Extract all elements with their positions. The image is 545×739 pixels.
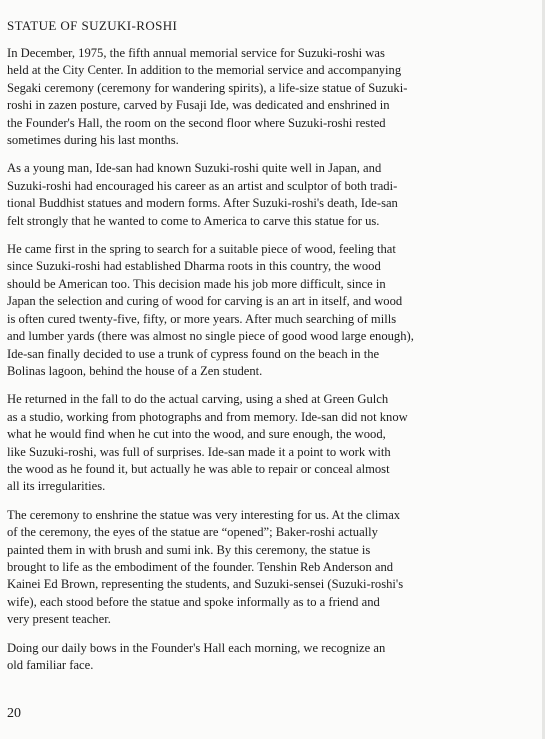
article <box>7 17 540 685</box>
paragraph-5: The ceremony to enshrine the statue was very interesting for us. At the climax of the ceremony, the eyes of the statue are “opened”; Baker-roshi actually painted them in with brush and sumi ink. By this ceremony, the statue is brought to life as the embodiment of the founder. Tenshin Reb Anderson and Kainei Ed Brown, representing the students, and Suzuki-sensei (Suzuki-roshi's wife), each stood before the statue and spoke informally as to a friend and very present teacher. <box>7 507 404 627</box>
article-title: STATUE OF SUZUKI-ROSHI <box>7 18 178 33</box>
paragraph-1: In December, 1975, the fifth annual memorial service for Suzuki-roshi was held at the City Center. In addition to the memorial service and accompanying Segaki ceremony (ceremony for wandering spirits), a life-size statue of Suzuki- roshi in zazen posture, carved by Fusaji Ide, was dedicated and enshrined in the Founder's Hall, the room on the second floor where Suzuki-roshi rested sometimes during his last months. <box>7 46 408 148</box>
paragraph-2: As a young man, Ide-san had known Suzuki-roshi quite well in Japan, and Suzuki-roshi had encouraged his career as an artist and sculptor of both tradi- tional Buddhist statues and modern forms. After Suzuki-roshi's death, Ide-san felt strongly that he wanted to come to America to carve this statue for us. <box>7 161 398 228</box>
paragraph-4: He returned in the fall to do the actual carving, using a shed at Green Gulch as a studio, working from photographs and from memory. Ide-san did not know what he would find when he cut into the wood, and sure enough, the wood, like Suzuki-roshi, was full of surprises. Ide-san made it a point to work with the wood as he found it, but actually he was able to repair or conceal almost all its irregularities. <box>7 392 408 494</box>
paragraph-6: Doing our daily bows in the Founder's Hall each morning, we recognize an old familiar face. <box>7 640 386 672</box>
page-number: 20 <box>7 706 21 721</box>
paragraph-3: He came first in the spring to search for a suitable piece of wood, feeling that since Suzuki-roshi had established Dharma roots in this country, the wood should be American too. This decision made his job more difficult, since in Japan the selection and curing of wood for carving is an art in itself, and wood is often cured twenty-five, fifty, or more years. After much searching of mills and lumber yards (there was almost no single piece of good wood large enough), Ide-san finally decided to use a trunk of cypress found on the beach in the Bolinas lagoon, behind the house of a Zen student. <box>7 242 414 378</box>
